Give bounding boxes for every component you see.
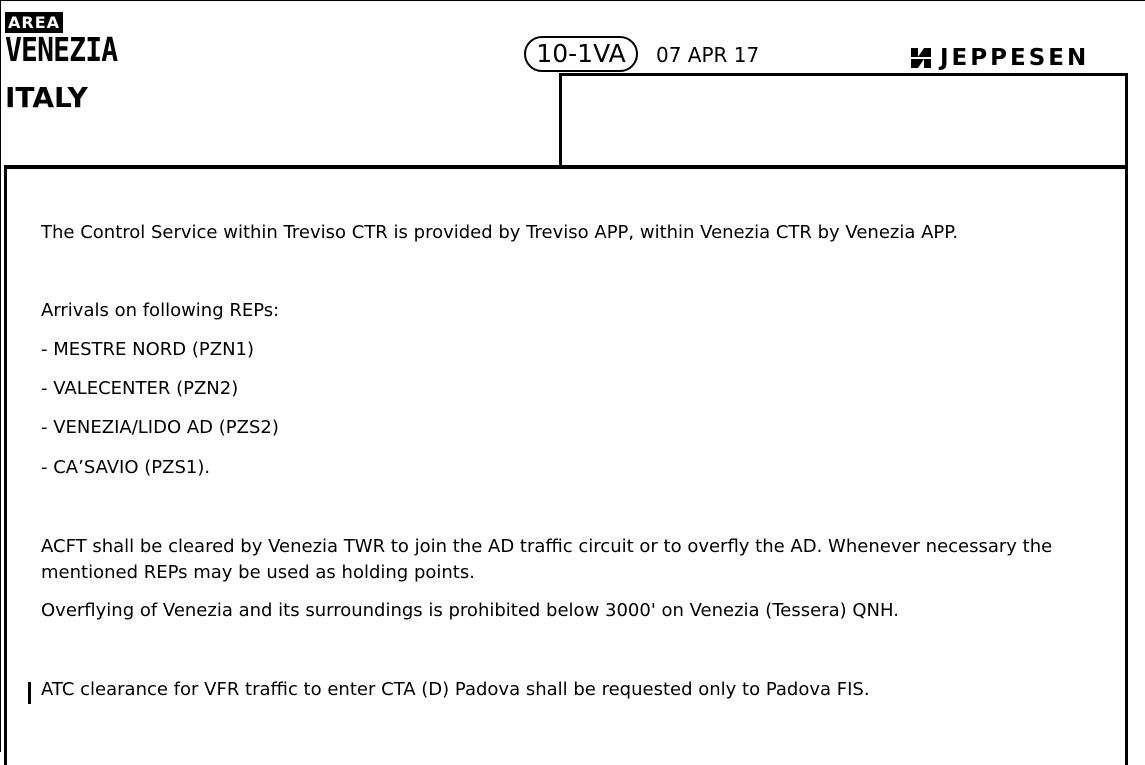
revision-box xyxy=(559,73,1128,169)
country-title: ITALY xyxy=(5,81,88,114)
arrivals-heading: Arrivals on following REPs: xyxy=(41,300,280,321)
chart-date: 07 APR 17 xyxy=(656,43,760,67)
reporting-point-item: - CA’SAVIO (PZS1). xyxy=(41,457,211,478)
brand xyxy=(910,44,1089,72)
city-title: VENEZIA xyxy=(5,30,118,69)
brand-name: JEPPESEN xyxy=(940,45,1090,71)
overflight-text: Overflying of Venezia and its surroundings is prohibited below 3000' on Venezia (Tessera) QNH. xyxy=(41,600,899,621)
page-border-top xyxy=(0,0,1145,1)
revision-change-bar xyxy=(28,682,31,704)
area-badge: AREA xyxy=(5,12,63,33)
jeppesen-logo-icon xyxy=(910,47,932,69)
reporting-point-item: - VALECENTER (PZN2) xyxy=(41,378,239,399)
atc-clearance-text: ATC clearance for VFR traffic to enter CTA (D) Padova shall be requested only to Padova FIS. xyxy=(41,679,870,700)
reporting-point-item: - VENEZIA/LIDO AD (PZS2) xyxy=(41,417,279,438)
clearance-text: ACFT shall be cleared by Venezia TWR to join the AD traffic circuit or to overfly the AD. Whenever necessary the mentioned REPs may be used as holding points. xyxy=(41,536,1053,583)
reporting-point-item: - MESTRE NORD (PZN1) xyxy=(41,339,255,360)
control-service-text: The Control Service within Treviso CTR is provided by Treviso APP, within Venezia CTR by Venezia APP. xyxy=(41,222,959,243)
chart-id: 10-1VA xyxy=(524,36,638,72)
page-border-left xyxy=(0,0,1,752)
